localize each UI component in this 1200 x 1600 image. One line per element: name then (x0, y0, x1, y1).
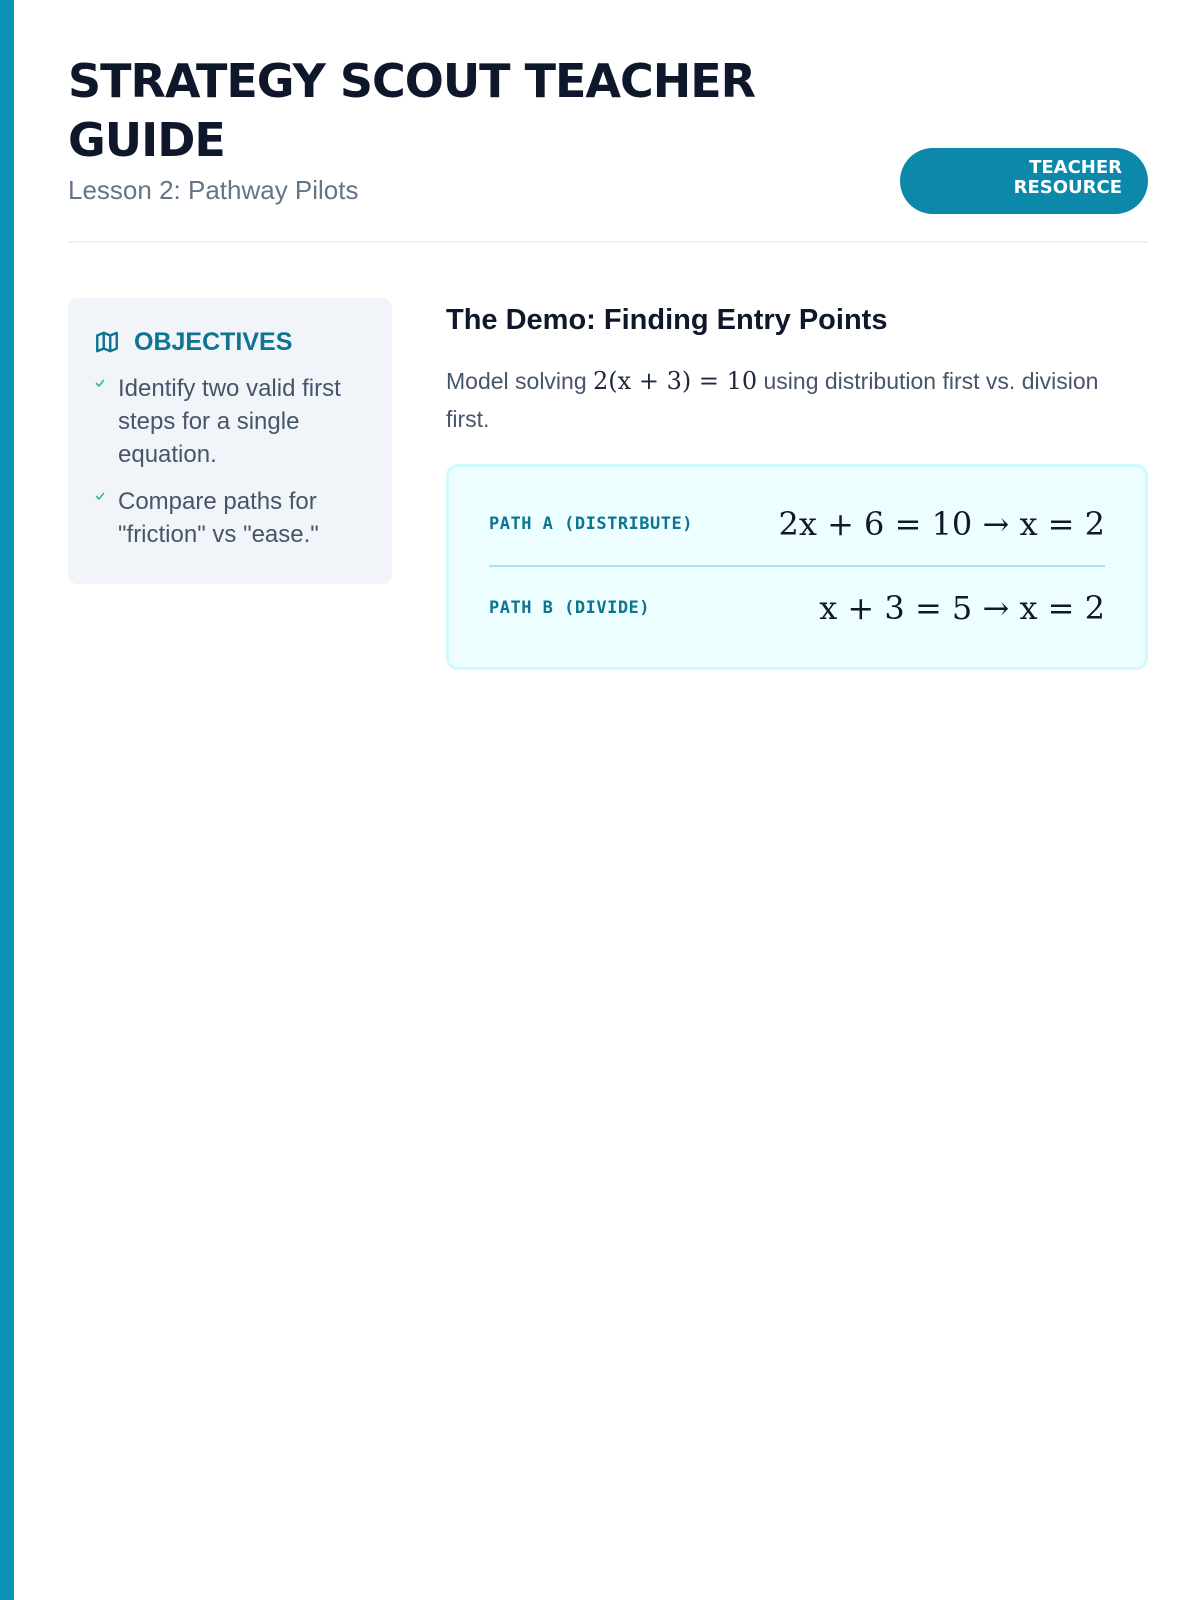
description-prefix: Model solving (446, 368, 587, 394)
description-suffix: using distribution first vs. division first. (446, 368, 1099, 432)
objectives-heading-text: OBJECTIVES (134, 327, 293, 356)
check-icon (94, 485, 118, 551)
page-header (68, 52, 1148, 242)
objective-text: Compare paths for "friction" vs "ease." (118, 488, 319, 548)
page-title: STRATEGY SCOUT TEACHER GUIDE (68, 54, 756, 167)
section-description (446, 362, 1148, 438)
section-heading: The Demo: Finding Entry Points (446, 304, 888, 336)
header-divider (68, 241, 1148, 243)
objectives-card (68, 298, 392, 584)
objective-item (94, 372, 368, 471)
path-b-equation: x + 3 = 5 → x = 2 (819, 589, 1105, 627)
demo-section (446, 300, 1148, 670)
path-b-label: PATH B (DIVIDE) (489, 598, 651, 618)
page-subtitle: Lesson 2: Pathway Pilots (68, 175, 359, 205)
objective-item (94, 485, 368, 551)
map-icon (94, 329, 120, 355)
objectives-list (94, 372, 368, 551)
accent-bar (0, 0, 14, 1600)
path-row-a (489, 483, 1105, 567)
path-a-label: PATH A (DISTRIBUTE) (489, 514, 693, 534)
path-a-equation: 2x + 6 = 10 → x = 2 (778, 505, 1105, 543)
badge-line-1: TEACHER (1029, 157, 1122, 178)
objective-text: Identify two valid first steps for a single equation. (118, 375, 341, 468)
paths-box (446, 464, 1148, 670)
objectives-heading (94, 328, 368, 356)
check-icon (94, 372, 118, 471)
path-row-b (489, 567, 1105, 649)
teacher-resource-badge (900, 148, 1148, 214)
badge-line-2: RESOURCE (1013, 177, 1122, 198)
description-equation: 2(x + 3) = 10 (593, 367, 758, 395)
